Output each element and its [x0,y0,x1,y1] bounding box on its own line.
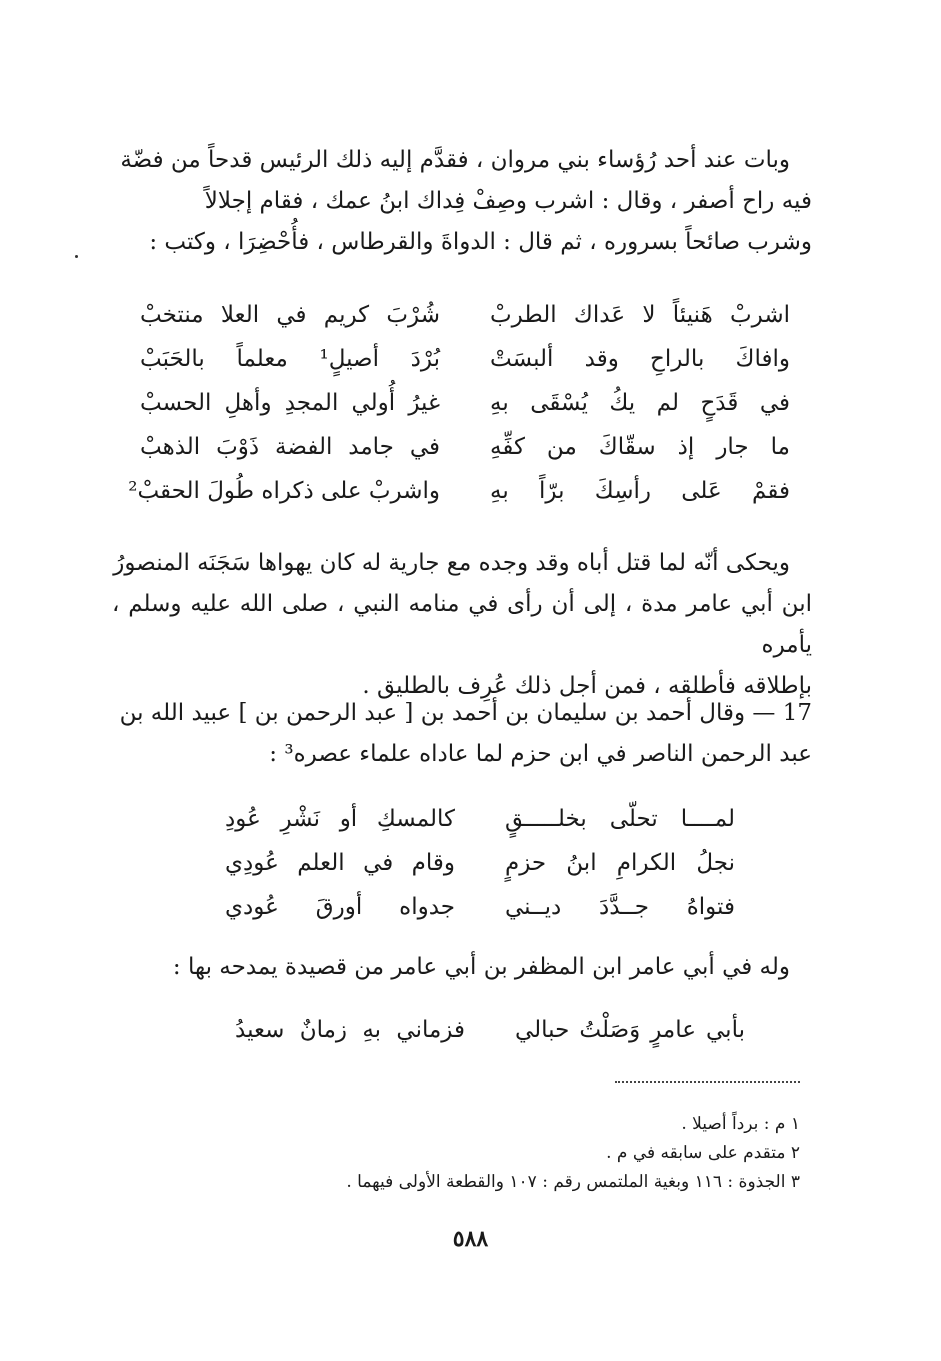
paragraph-2-line: ويحكى أنّه لما قتل أباه وقد وجده مع جارية له كان يهواها سَجَنَه المنصورُ [113,550,790,576]
verse-second-hemistich: كالمسكِ أو نَشْرِ عُودِ [225,806,455,832]
footnote: ٢ متقدم على سابقه في م . [606,1143,800,1163]
verse-second-hemistich: وقام في العلم عُودِي [225,850,455,876]
verse-first-hemistich: في قَدَحٍ لم يكُ يُسْقَى بهِ [490,390,790,416]
footnote: ١ م : برداً أصيلا . [681,1114,800,1134]
verse-first-hemistich: اشربْ هَنيئاً لا عَداك الطربْ [490,302,790,328]
poem-1 [128,293,790,513]
paragraph-3 [112,693,812,775]
paragraph-1-line: وشرب صائحاً بسروره ، ثم قال : الدواةَ والقرطاس ، فأُحْضِرَا ، وكتب : [149,229,812,255]
verse-first-hemistich: وافاكَ بالراحِ وقد ألبسَتْ [490,346,790,372]
margin-dot [75,255,78,258]
paragraph-1 [112,140,812,263]
footnote-separator [615,1081,800,1083]
verse-line [140,293,790,337]
verse-second-hemistich: شُرْبَ كريم في العلا منتخبْ [140,302,440,328]
verse-line [215,797,735,841]
page-number: ٥٨٨ [452,1226,489,1252]
paragraph-1-line: فيه راح أصفر ، وقال : اشرب وصِفْ فِداك ابنُ عمك ، فقام إجلالاً [204,188,812,214]
paragraph-1-line: وبات عند أحد رُؤساء بني مروان ، فقدَّم إليه ذلك الرئيس قدحاً من فضّة [120,147,790,173]
paragraph-3-line: 17 — وقال أحمد بن سليمان بن أحمد بن [ عبد الرحمن بن ] عبيد الله بن [119,700,812,726]
verse-line [215,885,735,929]
verse-first-hemistich: ما جار إذ سقّاكَ من كفِّهِ [490,434,790,460]
verse-second-hemistich: واشربْ على ذكراه طُولَ الحقبْ² [128,478,440,504]
paragraph-4 [112,947,812,988]
verse-line [215,841,735,885]
verse-line [128,469,790,513]
footnotes [300,1110,800,1197]
verse-line [140,337,790,381]
verse-line [140,381,790,425]
verse-first-hemistich: بأبي عامرٍ وَصَلْتُ حبالي [515,1017,745,1043]
paragraph-4-line: وله في أبي عامر ابن المظفر بن أبي عامر من قصيدة يمدحه بها : [172,954,790,980]
poem-2 [215,797,735,929]
verse-first-hemistich: نجلُ الكرامِ ابنُ حزمٍ [505,850,735,876]
verse-first-hemistich: لمــــا تحلّى بخلـــــقٍ [505,806,735,832]
paragraph-2-line: بإطلاقه فأطلقه ، فمن أجل ذلك عُرِف بالطليق . [362,673,812,699]
verse-second-hemistich: جدواه أورقَ عُودي [225,894,455,920]
paragraph-2 [112,543,812,707]
footnote: ٣ الجذوة : ١١٦ وبغية الملتمس رقم : ١٠٧ والقطعة الأولى فيهما . [346,1172,800,1192]
verse-line [215,1008,745,1052]
paragraph-3-line: عبد الرحمن الناصر في ابن حزم لما عاداه علماء عصره³ : [269,741,812,767]
verse-single [215,1008,745,1052]
verse-line [140,425,790,469]
verse-second-hemistich: في جامد الفضة ذَوْبَ الذهبْ [140,434,440,460]
verse-second-hemistich: بُرْدَ أصيلٍ¹ معلماً بالحَبَبْ [140,346,440,372]
verse-second-hemistich: فزماني بهِ زمانٌ سعيدُ [235,1017,465,1043]
verse-first-hemistich: فتواهُ جــدَّدَ ديــني [505,894,735,920]
paragraph-2-line: ابن أبي عامر مدة ، إلى أن رأى في منامه النبي ، صلى الله عليه وسلم ، يأمره [112,591,812,658]
verse-first-hemistich: فقمْ عَلى رأسِكَ برّاً بهِ [490,478,790,504]
verse-second-hemistich: غيرُ أُولي المجدِ وأهلِ الحسبْ [140,390,440,416]
